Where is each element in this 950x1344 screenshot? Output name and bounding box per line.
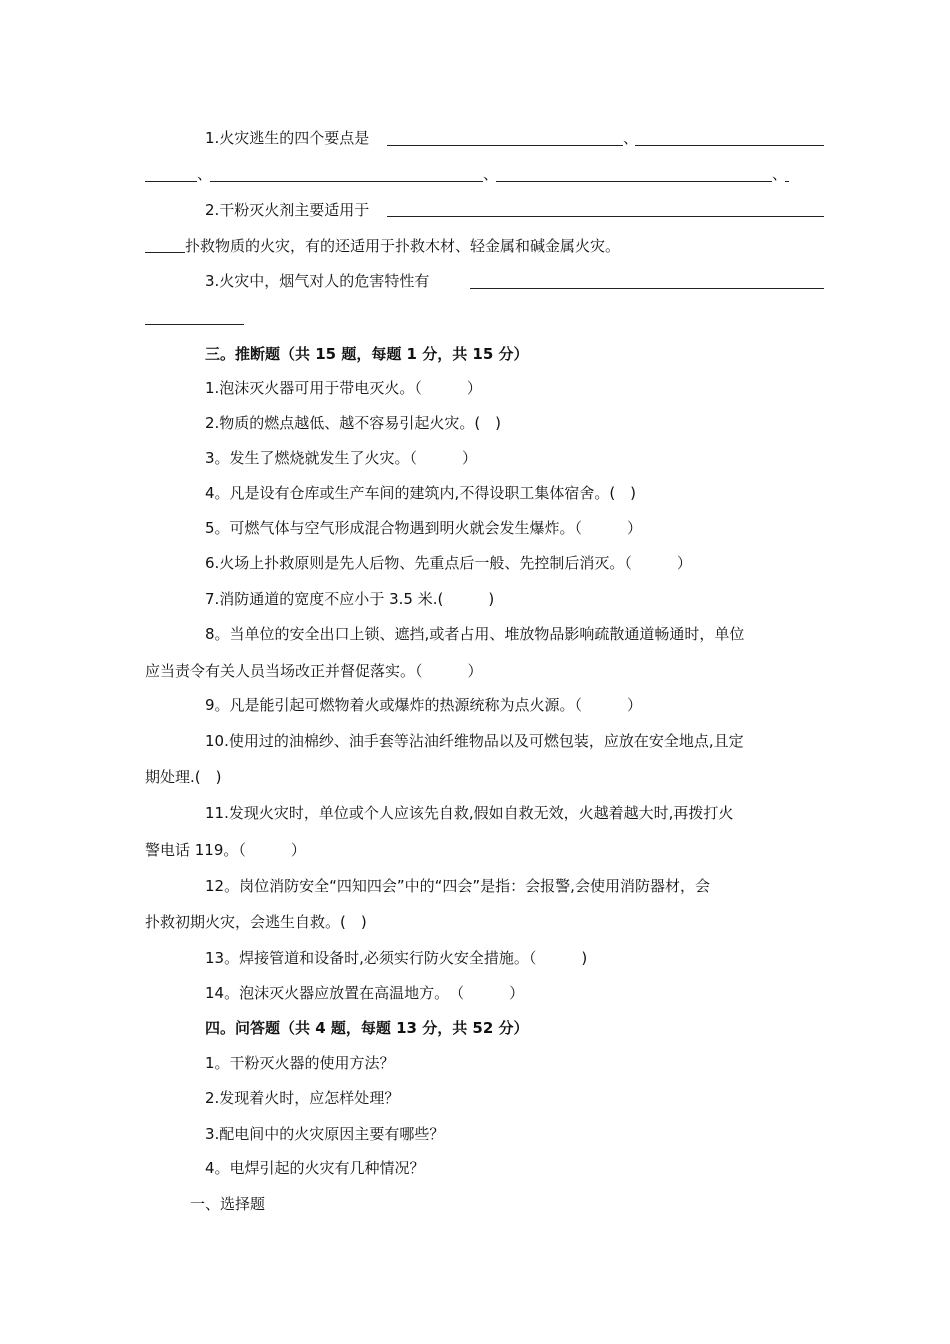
tf-item-8-line-1: 8。当单位的安全出口上锁、遮挡,或者占用、堆放物品影响疏散通道畅通时，单位 xyxy=(205,625,745,643)
fill-q2-blank-1[interactable] xyxy=(387,216,824,217)
fill-q1-sep-3: 、 xyxy=(483,165,499,183)
fill-q1-blank-6[interactable] xyxy=(785,181,789,182)
qa-item-2: 2.发现着火时，应怎样处理？ xyxy=(205,1089,400,1107)
fill-q1-blank-4[interactable] xyxy=(210,181,483,182)
tf-item-10-line-2: 期处理.( ) xyxy=(145,768,222,786)
tf-item-11-line-1: 11.发现火灾时，单位或个人应该先自救,假如自救无效，火越着越大时,再拨打火 xyxy=(205,804,734,822)
fill-q1-sep-2: 、 xyxy=(197,165,213,183)
tf-item-14: 14。泡沫灭火器应放置在高温地方。 （ ） xyxy=(205,984,525,1002)
tf-item-13: 13。焊接管道和设备时,必须实行防火安全措施。（ ) xyxy=(205,949,588,967)
section4-heading: 四。问答题（共 4 题，每题 13 分，共 52 分） xyxy=(205,1019,529,1037)
tf-item-4: 4。凡是设有仓库或生产车间的建筑内,不得设职工集体宿舍。( ) xyxy=(205,484,637,502)
section3-heading: 三。推断题（共 15 题，每题 1 分，共 15 分） xyxy=(205,345,529,363)
fill-q2-blank-2[interactable] xyxy=(145,252,185,253)
fill-q1-text: 1.火灾逃生的四个要点是 xyxy=(205,129,370,147)
fill-q1-blank-2[interactable] xyxy=(635,145,824,146)
tf-item-9: 9。凡是能引起可燃物着火或爆炸的热源统称为点火源。（ ） xyxy=(205,696,643,714)
tf-item-2: 2.物质的燃点越低、越不容易引起火灾。( ) xyxy=(205,414,502,432)
fill-q1-blank-5[interactable] xyxy=(496,181,772,182)
fill-q2-text: 2.干粉灭火剂主要适用于 xyxy=(205,201,370,219)
qa-item-1: 1。干粉灭火器的使用方法？ xyxy=(205,1054,395,1072)
fill-q3-text: 3.火灾中，烟气对人的危害特性有 xyxy=(205,272,430,290)
tf-item-11-line-2: 警电话 119。（ ） xyxy=(145,841,306,859)
fill-q1-sep-1: 、 xyxy=(623,129,639,147)
fill-q3-blank-2[interactable] xyxy=(145,324,244,325)
tf-item-6: 6.火场上扑救原则是先人后物、先重点后一般、先控制后消灭。（ ） xyxy=(205,554,692,572)
section1-heading: 一、选择题 xyxy=(190,1195,266,1213)
tf-item-12-line-2: 扑救初期火灾，会逃生自救。( ) xyxy=(145,913,367,931)
qa-item-4: 4。电焊引起的火灾有几种情况？ xyxy=(205,1159,425,1177)
tf-item-7: 7.消防通道的宽度不应小于 3.5 米.( ) xyxy=(205,590,495,608)
fill-q2-continuation: 扑救物质的火灾，有的还适用于扑救木材、轻金属和碱金属火灾。 xyxy=(185,237,621,255)
qa-item-3: 3.配电间中的火灾原因主要有哪些？ xyxy=(205,1125,445,1143)
fill-q1-blank-1[interactable] xyxy=(387,145,623,146)
tf-item-1: 1.泡沫灭火器可用于带电灭火。（ ） xyxy=(205,379,482,397)
tf-item-5: 5。可燃气体与空气形成混合物遇到明火就会发生爆炸。（ ） xyxy=(205,519,643,537)
tf-item-10-line-1: 10.使用过的油棉纱、油手套等沾油纤维物品以及可燃包装，应放在安全地点,且定 xyxy=(205,732,744,750)
fill-q1-sep-4: 、 xyxy=(772,165,788,183)
fill-q3-blank-1[interactable] xyxy=(470,288,824,289)
fill-q1-blank-3[interactable] xyxy=(145,181,197,182)
tf-item-8-line-2: 应当责令有关人员当场改正并督促落实。（ ） xyxy=(145,662,483,680)
tf-item-3: 3。发生了燃烧就发生了火灾。（ ） xyxy=(205,449,478,467)
tf-item-12-line-1: 12。岗位消防安全“四知四会”中的“四会”是指：会报警,会使用消防器材，会 xyxy=(205,877,710,895)
